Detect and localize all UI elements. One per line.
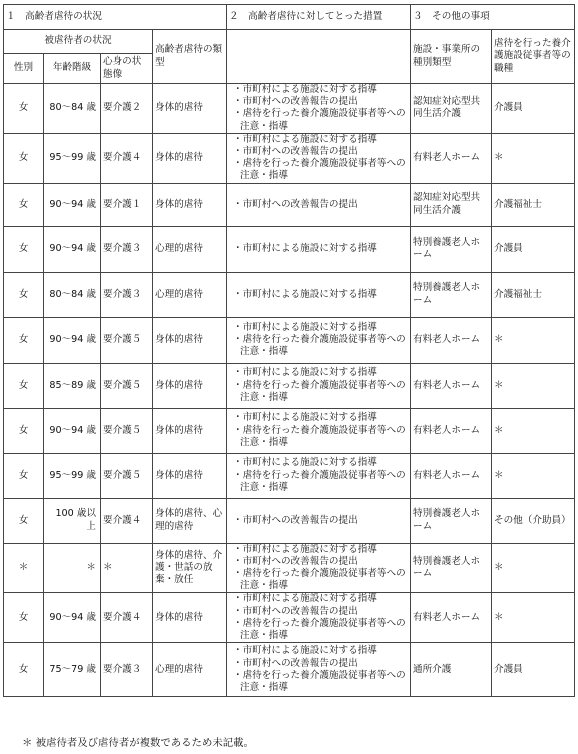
care-level-cell: 要介護５	[101, 408, 153, 453]
abuse-type-cell: 身体的虐待、心理的虐待	[153, 498, 227, 543]
table-row	[4, 643, 575, 697]
abuser-job-cell: ＊	[492, 593, 575, 643]
age-cell: 95～99 歳	[44, 133, 101, 183]
measures-cell	[227, 543, 411, 593]
measure-item: ・ 市町村への改善報告の提出	[233, 658, 408, 670]
age-cell: 95～99 歳	[44, 453, 101, 498]
abuse-type-cell: 身体的虐待	[153, 317, 227, 363]
measure-item: ・ 虐待を行った養介護施設従事者等への注意・指導	[233, 425, 408, 449]
age-cell: 90～94 歳	[44, 593, 101, 643]
measures-cell	[227, 226, 411, 272]
measures-list	[229, 457, 408, 494]
table-row	[4, 84, 575, 134]
age-cell: 90～94 歳	[44, 226, 101, 272]
measure-item: ・ 虐待を行った養介護施設従事者等への注意・指導	[233, 108, 408, 132]
care-level-cell: 要介護５	[101, 317, 153, 363]
abuse-cases-table	[3, 4, 575, 697]
age-cell: 80～84 歳	[44, 84, 101, 134]
age-cell: 90～94 歳	[44, 408, 101, 453]
abuser-job-cell: 介護員	[492, 643, 575, 697]
care-level-cell: 要介護５	[101, 453, 153, 498]
measure-item: ・ 市町村への改善報告の提出	[233, 515, 408, 527]
sex-cell: 女	[4, 183, 44, 226]
facility-type-cell: 特別養護老人ホーム	[411, 498, 492, 543]
care-level-cell: 要介護３	[101, 643, 153, 697]
care-level-cell: 要介護３	[101, 272, 153, 317]
measure-item: ・ 虐待を行った養介護施設従事者等への注意・指導	[233, 618, 408, 642]
abuse-type-cell: 身体的虐待	[153, 453, 227, 498]
sex-cell: 女	[4, 133, 44, 183]
care-level-cell: 要介護４	[101, 498, 153, 543]
measure-item: ・ 市町村による施設に対する指導	[233, 322, 408, 334]
age-cell: 100 歳以上	[44, 498, 101, 543]
abuser-job-cell: ＊	[492, 408, 575, 453]
measure-item: ・ 虐待を行った養介護施設従事者等への注意・指導	[233, 670, 408, 694]
table-row	[4, 226, 575, 272]
measure-item: ・ 市町村への改善報告の提出	[233, 96, 408, 108]
measures-list	[229, 412, 408, 449]
table-row	[4, 543, 575, 593]
footnote: ＊ 被虐待者及び虐待者が複数であるため未記載。	[22, 737, 254, 749]
care-level-cell: 要介護４	[101, 133, 153, 183]
sex-cell: 女	[4, 408, 44, 453]
measures-cell	[227, 643, 411, 697]
table-row	[4, 593, 575, 643]
measures-list	[229, 134, 408, 183]
measures-list	[229, 322, 408, 359]
measures-list	[229, 544, 408, 593]
age-header: 年齢階級	[44, 54, 101, 84]
care-level-cell: 要介護２	[101, 84, 153, 134]
measure-item: ・ 市町村への改善報告の提出	[233, 606, 408, 618]
care-level-cell: 要介護４	[101, 593, 153, 643]
age-cell: 90～94 歳	[44, 317, 101, 363]
measure-item: ・ 市町村による施設に対する指導	[233, 289, 408, 301]
measures-cell	[227, 84, 411, 134]
care-level-cell: 要介護５	[101, 363, 153, 408]
measure-item: ・ 虐待を行った養介護施設従事者等への注意・指導	[233, 470, 408, 494]
abuse-type-cell: 身体的虐待	[153, 84, 227, 134]
age-cell: 75～79 歳	[44, 643, 101, 697]
care-level-cell: 要介護１	[101, 183, 153, 226]
abuse-type-cell: 身体的虐待	[153, 183, 227, 226]
facility-type-cell: 有料老人ホーム	[411, 593, 492, 643]
abuse-type-cell: 心理的虐待	[153, 272, 227, 317]
sex-cell: ＊	[4, 543, 44, 593]
facility-type-cell: 特別養護老人ホーム	[411, 272, 492, 317]
table-row	[4, 498, 575, 543]
facility-type-cell: 有料老人ホーム	[411, 408, 492, 453]
abuse-type-header: 高齢者虐待の類型	[153, 30, 227, 84]
abuser-job-cell: ＊	[492, 543, 575, 593]
section-3-title: ３ その他の事項	[411, 5, 575, 30]
sex-cell: 女	[4, 317, 44, 363]
measures-cell	[227, 183, 411, 226]
abuser-job-cell: ＊	[492, 363, 575, 408]
measure-item: ・ 市町村による施設に対する指導	[233, 84, 408, 96]
abuse-type-cell: 身体的虐待	[153, 133, 227, 183]
measure-item: ・ 市町村への改善報告の提出	[233, 556, 408, 568]
victim-status-header: 被虐待者の状況	[4, 30, 153, 54]
abuser-job-cell: 介護員	[492, 226, 575, 272]
age-cell: 85～89 歳	[44, 363, 101, 408]
sex-cell: 女	[4, 643, 44, 697]
measures-list	[229, 289, 408, 301]
measure-item: ・ 市町村による施設に対する指導	[233, 134, 408, 146]
abuser-job-cell: 介護福祉士	[492, 272, 575, 317]
sex-cell: 女	[4, 226, 44, 272]
section-1-title: １ 高齢者虐待の状況	[4, 5, 227, 30]
section-2-title: ２ 高齢者虐待に対してとった措置	[227, 5, 411, 30]
measure-item: ・ 市町村による施設に対する指導	[233, 544, 408, 556]
measure-item: ・ 虐待を行った養介護施設従事者等への注意・指導	[233, 334, 408, 358]
sex-cell: 女	[4, 363, 44, 408]
table-row	[4, 408, 575, 453]
measures-cell	[227, 453, 411, 498]
measures-list	[229, 593, 408, 642]
facility-type-cell: 有料老人ホーム	[411, 453, 492, 498]
abuse-type-cell: 身体的虐待	[153, 363, 227, 408]
abuser-job-cell: 介護員	[492, 84, 575, 134]
age-cell: 90～94 歳	[44, 183, 101, 226]
abuser-job-cell: ＊	[492, 133, 575, 183]
table-row	[4, 183, 575, 226]
sex-cell: 女	[4, 453, 44, 498]
abuse-type-cell: 身体的虐待	[153, 593, 227, 643]
measure-item: ・ 市町村による施設に対する指導	[233, 593, 408, 605]
facility-type-cell: 通所介護	[411, 643, 492, 697]
measures-list	[229, 84, 408, 133]
care-level-cell: ＊	[101, 543, 153, 593]
table-row	[4, 133, 575, 183]
age-cell: ＊	[44, 543, 101, 593]
measure-item: ・ 市町村による施設に対する指導	[233, 243, 408, 255]
measure-item: ・ 市町村による施設に対する指導	[233, 367, 408, 379]
measures-cell	[227, 317, 411, 363]
abuse-type-cell: 心理的虐待	[153, 226, 227, 272]
measures-cell	[227, 363, 411, 408]
table-row	[4, 317, 575, 363]
measures-list	[229, 645, 408, 694]
section-header-row	[4, 5, 575, 30]
care-level-cell: 要介護３	[101, 226, 153, 272]
measure-item: ・ 市町村による施設に対する指導	[233, 457, 408, 469]
sex-header: 性別	[4, 54, 44, 84]
measure-item: ・ 虐待を行った養介護施設従事者等への注意・指導	[233, 158, 408, 182]
table-row	[4, 363, 575, 408]
measures-header-blank	[227, 30, 411, 84]
sex-cell: 女	[4, 498, 44, 543]
measure-item: ・ 市町村への改善報告の提出	[233, 199, 408, 211]
abuse-type-cell: 心理的虐待	[153, 643, 227, 697]
age-cell: 80～84 歳	[44, 272, 101, 317]
condition-header: 心身の状態像	[101, 54, 153, 84]
facility-type-cell: 有料老人ホーム	[411, 317, 492, 363]
abuser-job-cell: ＊	[492, 317, 575, 363]
abuse-type-cell: 身体的虐待	[153, 408, 227, 453]
facility-type-cell: 有料老人ホーム	[411, 133, 492, 183]
measures-cell	[227, 133, 411, 183]
abuser-job-header: 虐待を行った養介護施設従事者等の職種	[492, 30, 575, 84]
abuser-job-cell: ＊	[492, 453, 575, 498]
facility-type-cell: 認知症対応型共同生活介護	[411, 84, 492, 134]
measures-list	[229, 515, 408, 527]
table-row	[4, 453, 575, 498]
measure-item: ・ 市町村への改善報告の提出	[233, 146, 408, 158]
facility-type-cell: 認知症対応型共同生活介護	[411, 183, 492, 226]
column-header-row-1	[4, 30, 575, 54]
facility-type-cell: 特別養護老人ホーム	[411, 226, 492, 272]
measures-list	[229, 367, 408, 404]
measures-cell	[227, 272, 411, 317]
sex-cell: 女	[4, 272, 44, 317]
sex-cell: 女	[4, 84, 44, 134]
measures-list	[229, 243, 408, 255]
measures-cell	[227, 593, 411, 643]
abuser-job-cell: その他（介助員）	[492, 498, 575, 543]
measures-cell	[227, 498, 411, 543]
facility-type-header: 施設・事業所の種別類型	[411, 30, 492, 84]
facility-type-cell: 有料老人ホーム	[411, 363, 492, 408]
measure-item: ・ 虐待を行った養介護施設従事者等への注意・指導	[233, 380, 408, 404]
measure-item: ・ 市町村による施設に対する指導	[233, 412, 408, 424]
measures-cell	[227, 408, 411, 453]
measure-item: ・ 市町村による施設に対する指導	[233, 645, 408, 657]
measures-list	[229, 199, 408, 211]
facility-type-cell: 特別養護老人ホーム	[411, 543, 492, 593]
abuser-job-cell: 介護福祉士	[492, 183, 575, 226]
table-row	[4, 272, 575, 317]
sex-cell: 女	[4, 593, 44, 643]
measure-item: ・ 虐待を行った養介護施設従事者等への注意・指導	[233, 568, 408, 592]
abuse-type-cell: 身体的虐待、介護・世話の放棄・放任	[153, 543, 227, 593]
